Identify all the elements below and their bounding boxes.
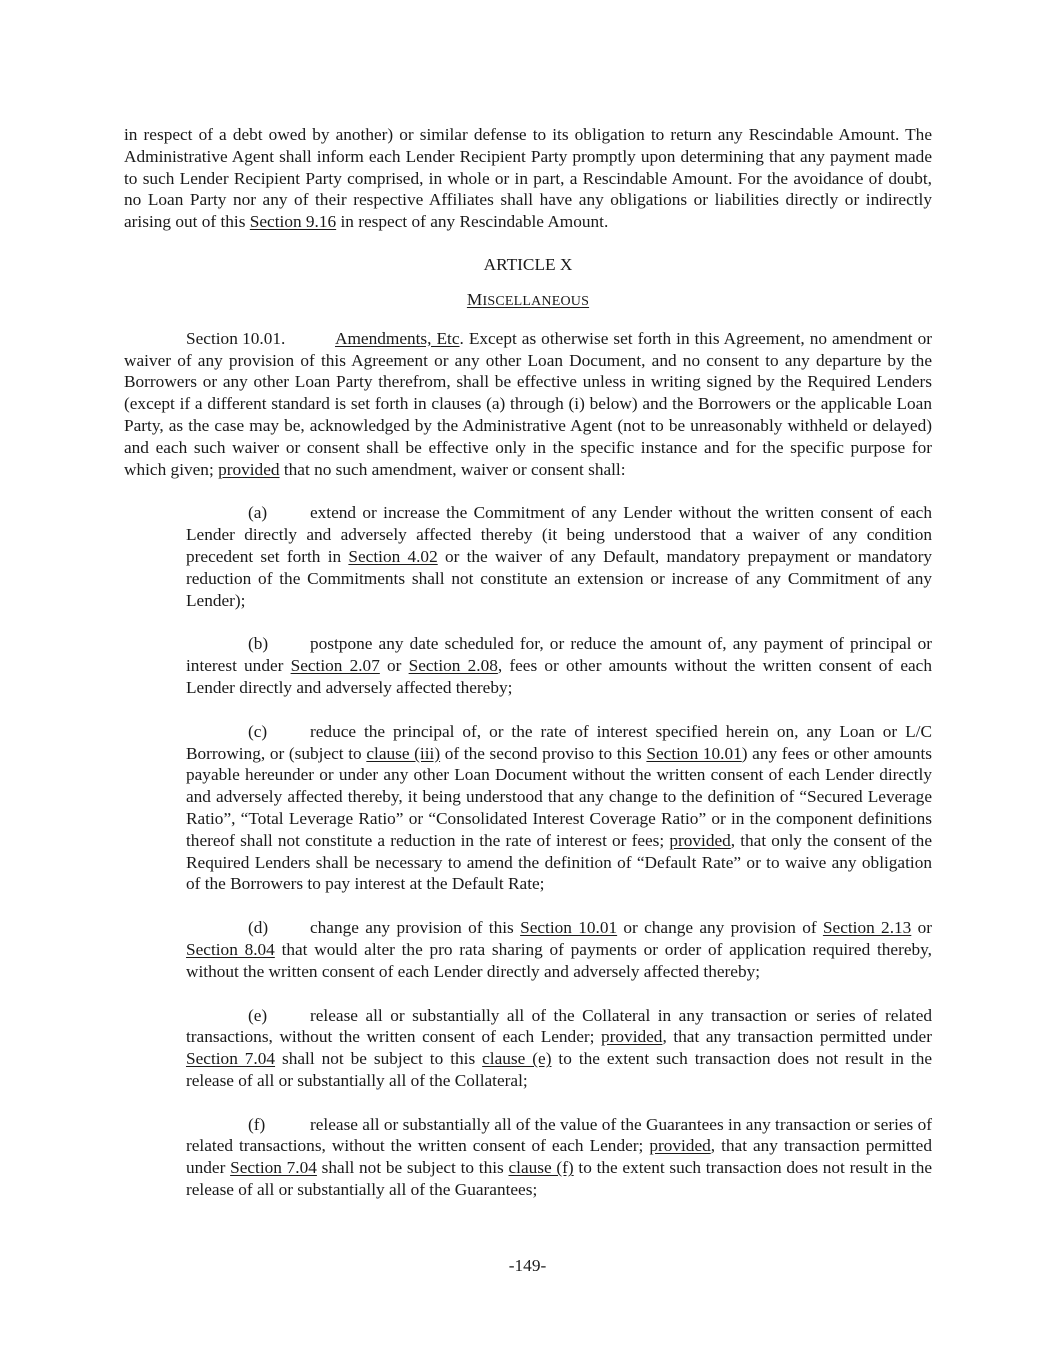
document-page (124, 124, 932, 1201)
clause-text: or change any provision of (617, 918, 823, 938)
clause-text: shall not be subject to this (275, 1049, 483, 1069)
section-10-01-paragraph (124, 328, 932, 481)
clause-label: (f) (248, 1114, 266, 1134)
clause-ref: clause (e) (482, 1049, 552, 1069)
section-text-end: that no such amendment, waiver or consent shall: (279, 459, 626, 479)
section-ref: Section 10.01 (646, 743, 742, 763)
clause-text: to the extent such transaction does not result in the release of all or substantially all of the Guarantees; (186, 1158, 933, 1200)
section-heading: Amendments, Etc (335, 328, 460, 348)
clause-text: shall not be subject to this (316, 1158, 509, 1178)
clause-text: ) any fees or other amounts payable hereunder or under any other Loan Document without the written consent of each Lender directly and adversely affected thereby, it being understood that any change to the definition of “Secured Leverage Ratio”, “Total Leverage Ratio” or “Consolidated Interest Coverage Ratio” or in the component definitions thereof shall not constitute a reduction in the rate of interest or fees; (186, 743, 932, 850)
article-subtitle (124, 289, 932, 313)
article-title: ARTICLE X (483, 254, 573, 274)
clause-d (186, 917, 932, 982)
clause-a (186, 502, 932, 611)
clause-c (186, 721, 932, 895)
clause-text: postpone any date scheduled for, or reduce the amount of, any payment of principal or interest under (186, 634, 932, 676)
section-ref: Section 7.04 (230, 1158, 317, 1178)
intro-paragraph (124, 124, 932, 233)
provided-term: provided (601, 1027, 663, 1047)
clause-text: or the waiver of any Default, mandatory prepayment or mandatory reduction of the Commitments shall not constitute an extension or increase of any Commitment of any Lender); (186, 546, 932, 610)
clause-text: extend or increase the Commitment of any Lender without the written consent of each Lender directly and adversely affected thereby (it being understood that a waiver of any condition precedent set forth in (186, 503, 932, 566)
clause-text: , that only the consent of the Required Lenders shall be necessary to amend the definition of “Default Rate” or to waive any obligation of the Borrowers to pay interest at the Default Rate; (186, 830, 932, 894)
provided-term: provided (218, 459, 280, 479)
clause-text: , that any transaction permitted under (186, 1136, 932, 1178)
clause-text: to the extent such transaction does not result in the release of all or substantially all of the Collateral; (186, 1049, 933, 1090)
section-ref: Section 2.08 (408, 656, 498, 676)
section-ref: Section 2.13 (822, 918, 912, 938)
clause-text: that would alter the pro rata sharing of payments or order of application required thereby, without the written consent of each Lender directly and adversely affected thereby; (186, 939, 932, 981)
subtitle-initial: M (466, 289, 483, 309)
clause-text: or (379, 656, 409, 676)
section-ref: Section 2.07 (290, 656, 380, 676)
clause-ref: clause (iii) (366, 743, 441, 763)
section-number: Section 10.01. (186, 328, 286, 348)
clause-text: of the second proviso to this (440, 743, 647, 763)
clause-ref: clause (f) (508, 1158, 574, 1178)
intro-text: in respect of a debt owed by another) or similar defense to its obligation to return any Rescindable Amount. The Administrative Agent shall inform each Lender Recipient Party promptly upon determining that any payment made to such Lender Recipient Party comprised, in whole or in part, a Rescindable Amount. For the avoidance of doubt, no Loan Party nor any of their respective Affiliates shall have any obligations or liabilities directly or indirectly arising out of this (124, 125, 932, 232)
clause-label: (a) (248, 503, 268, 523)
clause-label: (b) (248, 634, 269, 654)
clause-text: , that any transaction permitted under (662, 1027, 932, 1047)
clause-text: change any provision of this (310, 918, 521, 938)
section-ref: Section 7.04 (186, 1049, 276, 1069)
clause-text: release all or substantially all of the value of the Guarantees in any transaction or series of related transactions, without the written consent of each Lender; (186, 1114, 932, 1156)
page-number: -149- (508, 1256, 547, 1275)
clause-text: reduce the principal of, or the rate of interest specified herein on, any Loan or L/C Borrowing, or (subject to (186, 721, 932, 763)
section-ref: Section 10.01 (520, 918, 618, 938)
subtitle-rest: ISCELLANEOUS (482, 293, 590, 309)
section-text: . Except as otherwise set forth in this Agreement, no amendment or waiver of any provision of this Agreement or any other Loan Document, and no consent to any departure by the Borrowers or any other Loan Party therefrom, shall be effective unless in writing signed by the Required Lenders (except if a different standard is set forth in clauses (a) through (i) below) and the Borrowers or the applicable Loan Party, as the case may be, acknowledged by the Administrative Agent (not to be unreasonably withheld or delayed) and each such waiver or consent shall be effective only in the specific instance and for the specific purpose for which given; (124, 328, 932, 479)
clause-text: , fees or other amounts without the written consent of each Lender directly and adversely affected thereby; (186, 656, 932, 697)
section-9-16-ref: Section 9.16 (249, 212, 337, 232)
clause-label: (c) (248, 721, 268, 741)
clause-text: release all or substantially all of the Collateral in any transaction or series of related transactions, without the written consent of each Lender; (186, 1005, 932, 1047)
provided-term: provided (669, 830, 731, 850)
section-ref: Section 4.02 (348, 546, 438, 566)
clause-label: (e) (248, 1005, 268, 1025)
provided-term: provided (649, 1136, 711, 1156)
intro-text-end: in respect of any Rescindable Amount. (336, 212, 609, 232)
clause-b (186, 633, 932, 698)
section-ref: Section 8.04 (186, 939, 275, 959)
clause-label: (d) (248, 918, 269, 938)
clause-text: or (911, 918, 932, 938)
clause-e (186, 1005, 932, 1092)
clause-f (186, 1114, 932, 1201)
